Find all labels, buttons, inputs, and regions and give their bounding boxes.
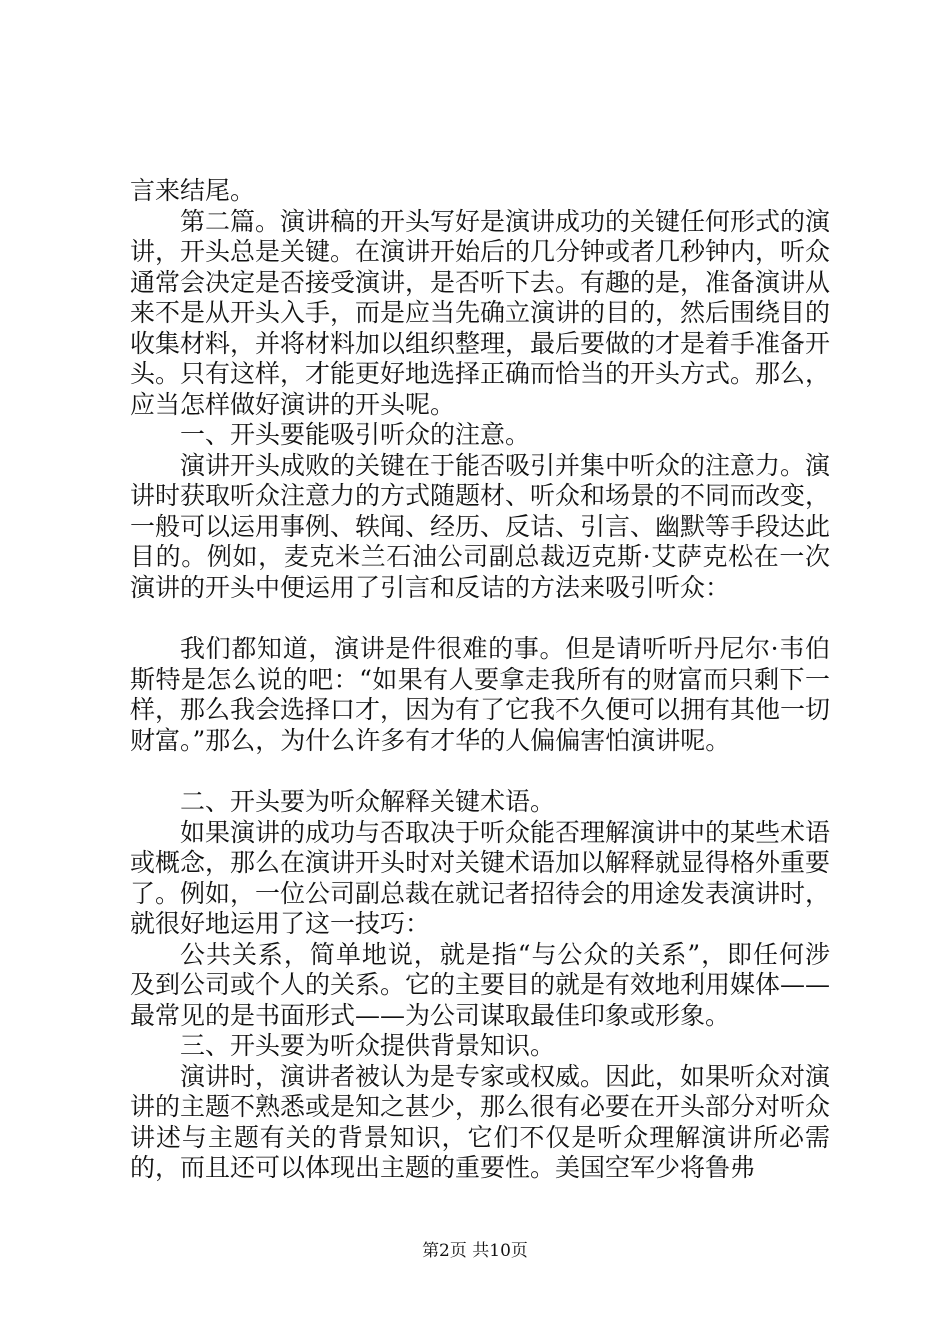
document-body <box>130 176 830 1184</box>
quote-example-1: 我们都知道，演讲是件很难的事。但是请听听丹尼尔·韦伯斯特是怎么说的吧：“如果有人要拿走我所有的财富而只剩下一样，那么我会选择口才，因为有了它我不久便可以拥有其他一切财富。”那么，为什么许多有才华的人偏偏害怕演讲呢。 <box>130 634 831 755</box>
paragraph-section-3: 演讲时，演讲者被认为是专家或权威。因此，如果听众对演讲的主题不熟悉或是知之甚少，那么很有必要在开头部分对听众讲述与主题有关的背景知识，它们不仅是听众理解演讲所必需的，而且还可以体现出主题的重要性。美国空军少将鲁弗 <box>130 1061 831 1182</box>
page-number: 第2页 共10页 <box>422 1241 528 1261</box>
heading-section-3: 三、开头要为听众提供背景知识。 <box>180 1031 556 1060</box>
heading-section-1: 一、开头要能吸引听众的注意。 <box>180 420 531 449</box>
paragraph-intro: 第二篇。演讲稿的开头写好是演讲成功的关键任何形式的演讲，开头总是关键。在演讲开始后的几分钟或者几秒钟内，听众通常会决定是否接受演讲，是否听下去。有趣的是，准备演讲从来不是从开头入手，而是应当先确立演讲的目的，然后围绕目的收集材料，并将材料加以组织整理，最后要做的才是着手准备开头。只有这样，才能更好地选择正确而恰当的开头方式。那么，应当怎样做好演讲的开头呢。 <box>130 206 831 419</box>
paragraph-section-2: 如果演讲的成功与否取决于听众能否理解演讲中的某些术语或概念，那么在演讲开头时对关键术语加以解释就显得格外重要了。例如，一位公司副总裁在就记者招待会的用途发表演讲时，就很好地运用了这一技巧： <box>130 817 831 938</box>
quote-example-2: 公共关系，简单地说，就是指“与公众的关系”，即任何涉及到公司或个人的关系。它的主要目的就是有效地利用媒体——最常见的是书面形式——为公司谋取最佳印象或形象。 <box>130 939 831 1030</box>
heading-section-2: 二、开头要为听众解释关键术语。 <box>180 787 556 816</box>
blank-line <box>130 603 830 634</box>
paragraph-ending: 言来结尾。 <box>130 176 256 205</box>
blank-line <box>130 756 830 787</box>
paragraph-section-1: 演讲开头成败的关键在于能否吸引并集中听众的注意力。演讲时获取听众注意力的方式随题材、听众和场景的不同而改变，一般可以运用事例、轶闻、经历、反诘、引言、幽默等手段达此目的。例如，麦克米兰石油公司副总裁迈克斯·艾萨克松在一次演讲的开头中便运用了引言和反诘的方法来吸引听众： <box>130 450 831 602</box>
